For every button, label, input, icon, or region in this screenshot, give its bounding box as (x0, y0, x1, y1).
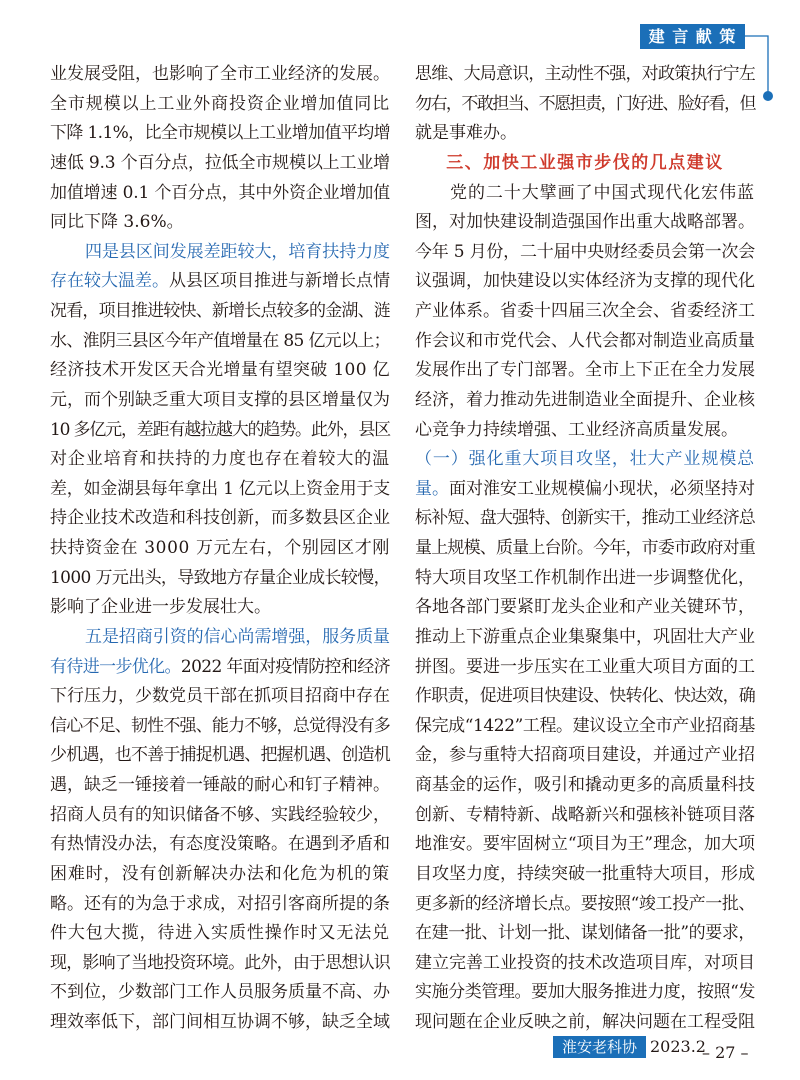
body-text: 同比下降 3.6%。 (50, 212, 184, 233)
text-line (415, 386, 755, 416)
body-text: 在建一批、计划一批、谋划储备一批”的要求， (415, 923, 755, 944)
text-line-content (415, 386, 755, 416)
lead-phrase: 存在较大温差。 (50, 271, 169, 292)
text-line-content (415, 534, 755, 564)
text-line-content (50, 386, 390, 416)
text-line-content (50, 564, 390, 594)
body-text: 拼图。要进一步压实在工业重大项目方面的工 (415, 656, 755, 677)
text-line (50, 238, 390, 268)
body-text: 发展作出了专门部署。全市上下正在全力发展 (415, 360, 755, 381)
text-line (50, 60, 390, 90)
text-line (415, 416, 755, 446)
body-text: 信心不足、韧性不强、能力不够，总觉得没有多 (50, 715, 390, 736)
text-line (415, 238, 755, 268)
body-text: 10 多亿元，差距有越拉越大的趋势。此外，县区 (50, 419, 390, 440)
text-line-content (50, 978, 390, 1008)
text-line (50, 741, 390, 771)
text-line-content (415, 327, 755, 357)
text-line-content (50, 860, 390, 890)
text-line-content (415, 416, 738, 446)
body-text: 创新、专精特新、战略新兴和强核补链项目落 (415, 804, 755, 825)
text-line (415, 60, 755, 90)
text-line-content (415, 860, 755, 890)
text-line (415, 179, 755, 209)
body-text: 加值增速 0.1 个百分点，其中外资企业增加值 (50, 182, 391, 203)
text-line-content (50, 801, 390, 831)
body-text: 件大包大揽，待进入实质性操作时又无法兑 (50, 923, 391, 944)
body-text: 思维、大局意识，主动性不强，对政策执行宁左 (415, 64, 755, 84)
text-line-content (50, 712, 390, 742)
body-text: 更多新的经济增长点。要按照“竣工投产一批、 (415, 893, 755, 914)
text-line-content (50, 534, 390, 564)
text-line-content (415, 504, 755, 534)
text-line (415, 119, 755, 149)
text-line-content (50, 267, 390, 297)
lead-phrase: 量。 (415, 478, 449, 499)
text-line-content (50, 741, 390, 771)
text-line (50, 653, 390, 683)
body-text: 标补短、盘大强特、创新实干，推动工业经济总 (415, 508, 755, 529)
text-line (50, 712, 390, 742)
text-line-content (50, 504, 390, 534)
text-line-content (415, 978, 755, 1008)
text-line (50, 386, 390, 416)
body-text: 实施分类管理。要加大服务推进力度，按照“发 (415, 982, 755, 1003)
body-text: 况看，项目推进较快、新增长点较多的金湖、涟 (50, 301, 390, 321)
text-line (415, 1008, 755, 1038)
text-line-content (50, 208, 184, 238)
body-text: 推动上下游重点企业集聚集中，巩固壮大产业 (415, 626, 755, 647)
text-line-content (50, 475, 390, 505)
text-line (50, 149, 390, 179)
body-text: 扶持资金在 3000 万元左右，个别园区才刚 (50, 538, 390, 558)
body-text: 理效率低下，部门间相互协调不够，缺乏全域 (50, 1012, 390, 1032)
text-line (50, 771, 390, 801)
paragraph (50, 623, 390, 1038)
text-line-content (50, 830, 390, 860)
text-line-content (415, 682, 755, 712)
body-text: 保完成“1422”工程。建议设立全市产业招商基 (415, 715, 755, 736)
text-line (50, 179, 390, 209)
text-line-content (415, 771, 755, 801)
paragraph (50, 60, 390, 238)
text-line-content (415, 297, 755, 327)
text-line-content (415, 208, 755, 238)
text-line-content (50, 653, 390, 683)
body-text: 业发展受阻，也影响了全市工业经济的发展。 (50, 64, 390, 84)
body-text: 招商人员有的知识储备不够、实践经验较少， (50, 804, 390, 825)
text-line (50, 801, 390, 831)
text-line (415, 830, 755, 860)
text-line-content (415, 119, 517, 149)
body-text: 2022 年面对疫情防控和经济 (180, 656, 391, 677)
text-line (415, 919, 755, 949)
text-line (415, 90, 755, 120)
text-line-content (50, 682, 390, 712)
body-text: 今年 5 月份，二十届中央财经委员会第一次会 (415, 241, 756, 262)
body-text: 1000 万元出头，导致地方存量企业成长较慢， (50, 567, 390, 588)
text-line (50, 830, 390, 860)
text-line (415, 860, 755, 890)
text-line (50, 919, 390, 949)
text-line-content (50, 593, 271, 623)
text-line (50, 297, 390, 327)
body-text: 从县区项目推进与新增长点情 (169, 271, 390, 292)
body-text: 元，而个别缺乏重大项目支撑的县区增量仅为 (50, 389, 390, 410)
body-text: 影响了企业进一步发展壮大。 (50, 597, 271, 618)
text-line (50, 890, 390, 920)
text-line-content (50, 356, 390, 386)
text-line-content (50, 327, 390, 357)
text-line-content (50, 60, 390, 90)
text-line (50, 504, 390, 534)
body-text: 水、淮阴三县区今年产值增量在 85 亿元以上； (50, 330, 390, 351)
text-line (415, 712, 755, 742)
text-line-content (50, 90, 390, 120)
text-line-content (50, 1008, 390, 1038)
body-text: 作职责，促进项目快建设、快转化、快达效，确 (415, 686, 755, 707)
body-text: 现问题在企业反映之前，解决问题在工程受阻 (415, 1012, 755, 1032)
subsection-paragraph (415, 445, 755, 1038)
body-text: 全市规模以上工业外商投资企业增加值同比 (50, 93, 391, 114)
text-line-content (415, 890, 755, 920)
lead-phrase: 五是招商引资的信心尚需增强，服务质量 (85, 626, 390, 647)
journal-name: 淮安老科协 (553, 1036, 646, 1058)
text-line-content (50, 890, 390, 920)
text-line (50, 90, 390, 120)
paragraph (415, 179, 755, 446)
body-text: 遇，缺乏一锤接着一锤敲的耐心和钉子精神。 (50, 775, 390, 795)
body-text: 特大项目攻坚工作机制作出进一步调整优化， (415, 567, 755, 588)
body-text: 金，参与重特大招商项目建设，并通过产业招 (415, 745, 755, 766)
text-line (415, 682, 755, 712)
text-line (415, 949, 755, 979)
text-line (50, 416, 390, 446)
text-line (50, 593, 390, 623)
issue-date: 2023.2 (650, 1037, 706, 1056)
text-line-content (415, 949, 755, 979)
text-line-content (415, 267, 755, 297)
text-line (50, 119, 390, 149)
text-line (415, 445, 755, 475)
text-line (50, 949, 390, 979)
body-text: 下降 1.1%，比全市规模以上工业增加值平均增 (50, 123, 390, 144)
text-line-content (50, 771, 390, 801)
text-line-content (415, 90, 755, 120)
text-line-content (415, 445, 755, 475)
body-text: 商基金的运作，吸引和撬动更多的高质量科技 (415, 775, 755, 795)
text-line-content (415, 564, 755, 594)
text-line (415, 978, 755, 1008)
text-line (50, 208, 390, 238)
body-text: 困难时，没有创新解决办法和化危为机的策 (50, 863, 391, 884)
section-tab (640, 24, 745, 49)
text-line-content (50, 119, 390, 149)
text-line-content (415, 712, 755, 742)
body-text: 建立完善工业投资的技术改造项目库，对项目 (415, 952, 755, 973)
body-text: 地淮安。要牢固树立“项目为王”理念，加大项 (415, 834, 755, 855)
text-line (50, 534, 390, 564)
text-line-content (415, 238, 755, 268)
text-line-content (415, 356, 755, 386)
text-line (50, 978, 390, 1008)
text-line-content (50, 297, 390, 327)
text-line-content (415, 593, 755, 623)
body-text: 现，影响了当地投资环境。此外，由于思想认识 (50, 952, 390, 973)
text-line-content (50, 949, 390, 979)
text-line-content (85, 623, 390, 653)
body-text: 量上规模、质量上台阶。今年，市委市政府对重 (415, 538, 755, 558)
body-text: 不到位，少数部门工作人员服务质量不高、办 (50, 982, 390, 1003)
text-line (415, 741, 755, 771)
right-column (415, 60, 755, 1038)
text-line-content (415, 1008, 755, 1038)
paragraph (50, 238, 390, 623)
text-line (50, 445, 390, 475)
text-line-content (415, 801, 755, 831)
text-line (415, 653, 755, 683)
text-line (415, 564, 755, 594)
body-text: 经济技术开发区天合光增量有望突破 100 亿 (50, 360, 390, 381)
text-line (415, 801, 755, 831)
body-text: 对企业培育和扶持的力度也存在着较大的温 (50, 449, 391, 470)
body-text: 图，对加快建设制造强国作出重大战略部署。 (415, 212, 755, 233)
text-line (50, 682, 390, 712)
lead-phrase: 四是县区间发展差距较大，培育扶持力度 (85, 241, 390, 262)
lead-phrase: （一）强化重大项目攻坚，壮大产业规模总 (415, 449, 756, 470)
text-line (415, 267, 755, 297)
body-text: 目攻坚力度，持续突破一批重特大项目，形成 (415, 863, 755, 884)
text-line-content (415, 919, 755, 949)
body-text: 勿右，不敢担当、不愿担责，门好进、脸好看，但 (415, 93, 756, 114)
section-heading: 三、加快工业强市步伐的几点建议 (446, 152, 724, 173)
body-text: 各地各部门要紧盯龙头企业和产业关键环节， (415, 597, 755, 618)
text-line (415, 504, 755, 534)
text-line-content (50, 416, 390, 446)
body-text: 经济，着力推动先进制造业全面提升、企业核 (415, 389, 755, 410)
body-text: 心竞争力持续增强、工业经济高质量发展。 (415, 419, 738, 440)
text-line-content (415, 653, 755, 683)
text-line (415, 297, 755, 327)
text-line (50, 475, 390, 505)
body-text: 产业体系。省委十四届三次全会、省委经济工 (415, 301, 755, 321)
section-tab-label: 建 言 献 策 (648, 27, 737, 46)
body-text: 少机遇，也不善于捕捉机遇、把握机遇、创造机 (50, 745, 390, 766)
body-text: 差，如金湖县每年拿出 1 亿元以上资金用于支 (50, 478, 391, 499)
text-line (50, 1008, 390, 1038)
text-line (415, 593, 755, 623)
text-line (415, 623, 755, 653)
text-line (415, 208, 755, 238)
text-line-content (50, 179, 390, 209)
tab-bullet-dot (763, 91, 773, 101)
body-text: 有热情没办法，有态度没策略。在遇到矛盾和 (50, 834, 390, 855)
body-text: 速低 9.3 个百分点，拉低全市规模以上工业增 (50, 152, 391, 173)
text-line-content (415, 830, 755, 860)
text-line-content (450, 179, 755, 209)
body-text: 就是事难办。 (415, 123, 517, 144)
text-line (415, 534, 755, 564)
text-line (415, 475, 755, 505)
text-line-content (85, 238, 390, 268)
page-number: – 27 – (702, 1043, 749, 1062)
text-line (50, 623, 390, 653)
text-line (415, 356, 755, 386)
body-text: 下行压力，少数党员干部在抓项目招商中存在 (50, 686, 390, 707)
text-line-content (415, 623, 755, 653)
text-line (50, 356, 390, 386)
text-line-content (415, 741, 755, 771)
body-text: 持企业技术改造和科技创新，而多数县区企业 (50, 508, 390, 529)
text-line-content (415, 475, 755, 505)
text-line (50, 267, 390, 297)
body-text: 党的二十大擘画了中国式现代化宏伟蓝 (450, 182, 755, 203)
body-text: 作会议和市党代会、人代会都对制造业高质量 (415, 330, 755, 351)
text-line-content (50, 149, 390, 179)
lead-phrase: 有待进一步优化。 (50, 656, 181, 677)
text-line-content (50, 919, 390, 949)
text-line (415, 327, 755, 357)
text-line (50, 327, 390, 357)
text-line (415, 890, 755, 920)
body-text: 略。还有的为急于求成，对招引客商所提的条 (50, 893, 390, 914)
body-text: 面对淮安工业规模偏小现状，必须坚持对 (449, 478, 755, 499)
text-line-content (415, 60, 755, 90)
text-line (415, 771, 755, 801)
left-column (50, 60, 390, 1038)
body-text: 议强调，加快建设以实体经济为支撑的现代化 (415, 271, 755, 292)
paragraph (415, 60, 755, 149)
text-line (50, 564, 390, 594)
text-line (50, 860, 390, 890)
text-line-content (50, 445, 390, 475)
